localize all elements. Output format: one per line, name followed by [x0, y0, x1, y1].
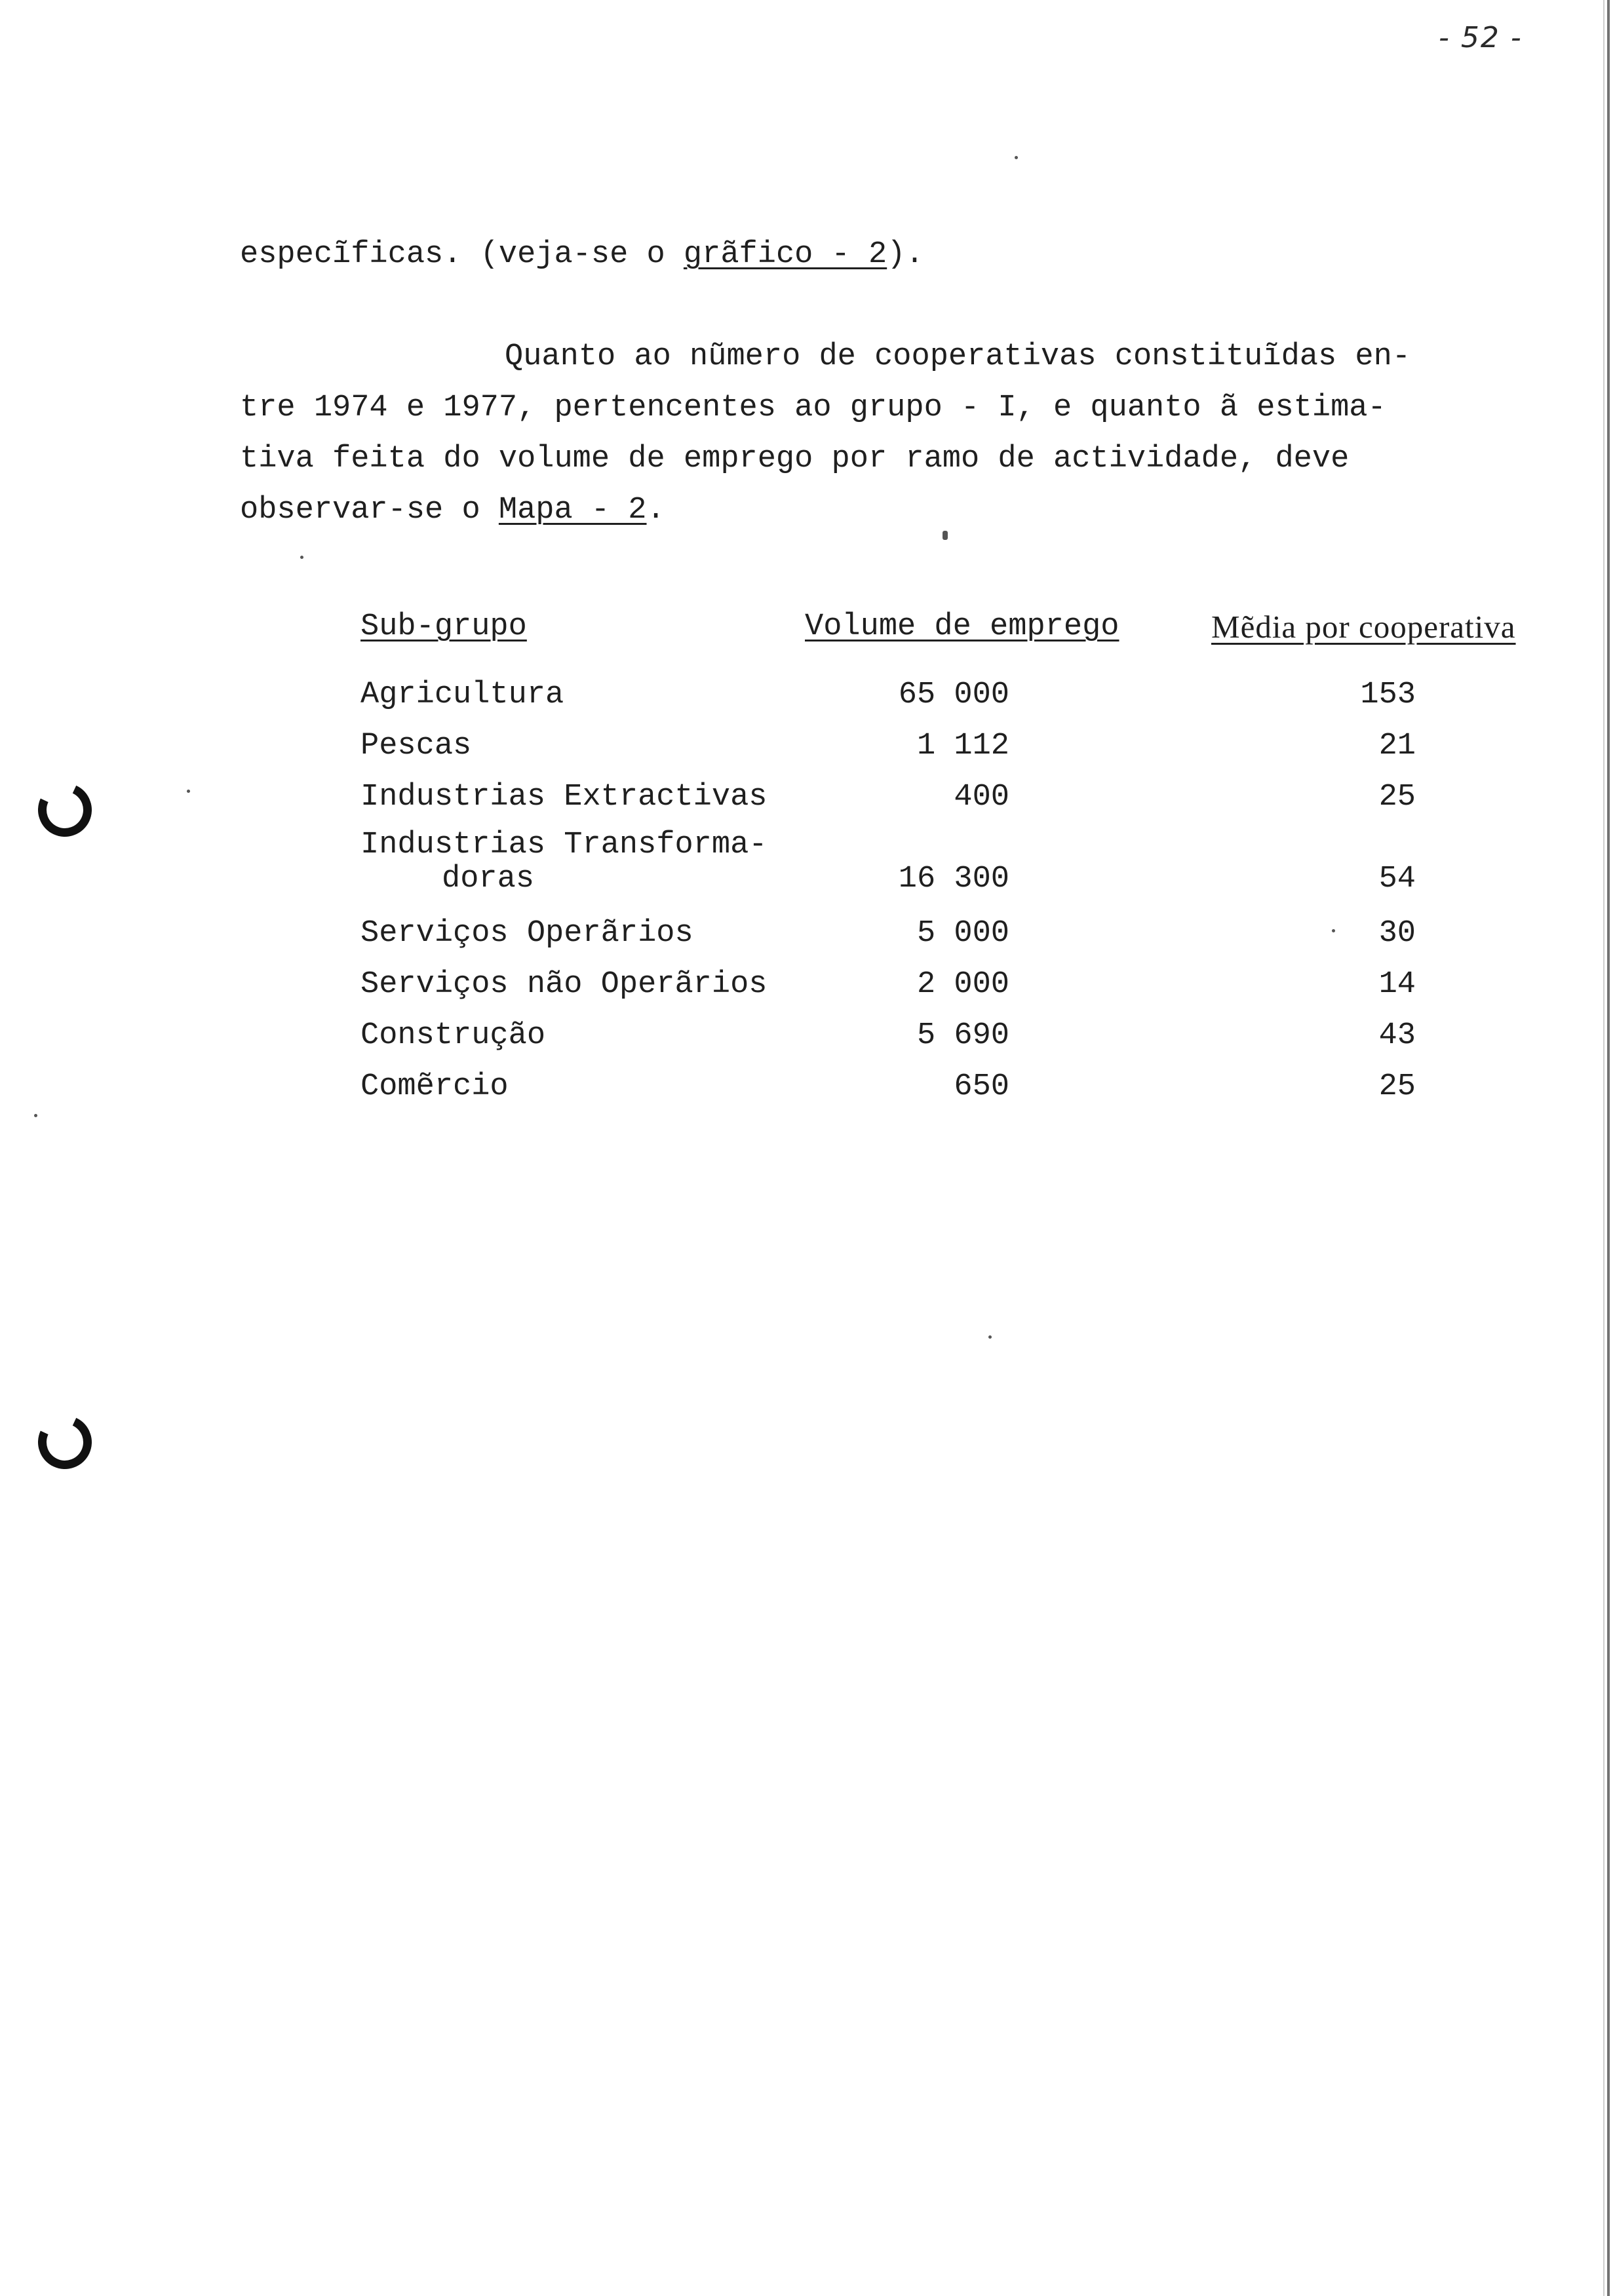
paragraph-line-4 [240, 485, 1411, 536]
intro-line [240, 229, 924, 280]
page-number: - 52 - [1439, 21, 1523, 54]
cell-average: 43 [1378, 1018, 1416, 1053]
cell-volume: 400 [954, 780, 1009, 814]
cell-subgroup: Pescas [360, 729, 472, 763]
scan-speck [988, 1335, 992, 1339]
scan-speck [300, 556, 303, 559]
scan-edge-shadow [1603, 0, 1605, 2296]
table-row [0, 772, 1615, 823]
chart-reference: grãfico - 2 [683, 237, 887, 272]
scan-speck [943, 531, 948, 540]
cell-subgroup: Serviços não Operãrios [360, 967, 768, 1002]
intro-end: ). [887, 237, 924, 272]
cell-average: 54 [1378, 862, 1416, 896]
table-row [0, 1010, 1615, 1062]
cell-subgroup-line-2: doras [442, 862, 535, 896]
cell-volume: 16 300 [898, 862, 1009, 896]
cell-average: 153 [1360, 678, 1416, 712]
cell-volume: 5 000 [916, 916, 1009, 951]
cell-average: 14 [1378, 967, 1416, 1002]
table-row [0, 670, 1615, 721]
cell-volume: 65 000 [898, 678, 1009, 712]
paragraph-line-3: tiva feita do volume de emprego por ramo de actividade, deve [240, 442, 1350, 476]
cell-average: 30 [1378, 916, 1416, 951]
header-subgroup: Sub-grupo [360, 609, 527, 644]
cell-subgroup: Construção [360, 1018, 546, 1053]
scan-speck [1332, 929, 1335, 932]
scan-edge [1607, 0, 1610, 2296]
paragraph-line-1: Quanto ao nũmero de cooperativas constituĩdas en- [505, 339, 1411, 374]
scan-speck [34, 1114, 37, 1117]
table-row [0, 908, 1615, 959]
header-volume: Volume de emprego [805, 609, 1119, 644]
cell-subgroup: Comẽrcio [360, 1069, 509, 1104]
map-reference: Mapa - 2 [498, 493, 647, 527]
scan-speck [187, 790, 190, 793]
cell-subgroup: Serviços Operãrios [360, 916, 693, 951]
table-row [0, 1062, 1615, 1113]
paragraph-line-4-text: observar-se o [240, 493, 499, 527]
cell-volume: 650 [954, 1069, 1009, 1104]
cell-average: 25 [1378, 1069, 1416, 1104]
cell-volume: 5 690 [916, 1018, 1009, 1053]
cell-average: 21 [1378, 729, 1416, 763]
table-row [0, 959, 1615, 1010]
binder-hole-icon [30, 1407, 99, 1476]
paragraph-line-4-end: . [646, 493, 665, 527]
cell-subgroup: Agricultura [360, 678, 564, 712]
table-header [0, 602, 1615, 653]
header-average: Mẽdia por cooperativa [1211, 609, 1516, 645]
cell-subgroup: Industrias Extractivas [360, 780, 768, 814]
cell-volume: 1 112 [916, 729, 1009, 763]
intro-text: especĩficas. (veja-se o [240, 237, 684, 272]
table-row [0, 828, 1615, 913]
scan-speck [1015, 156, 1018, 159]
cell-average: 25 [1378, 780, 1416, 814]
cell-subgroup-line-1: Industrias Transforma- [360, 828, 768, 862]
body-paragraph [240, 332, 1411, 536]
table-row [0, 721, 1615, 772]
cell-volume: 2 000 [916, 967, 1009, 1002]
paragraph-line-2: tre 1974 e 1977, pertencentes ao grupo - I, e quanto ã estima- [240, 391, 1386, 425]
cell-subgroup [360, 828, 768, 896]
